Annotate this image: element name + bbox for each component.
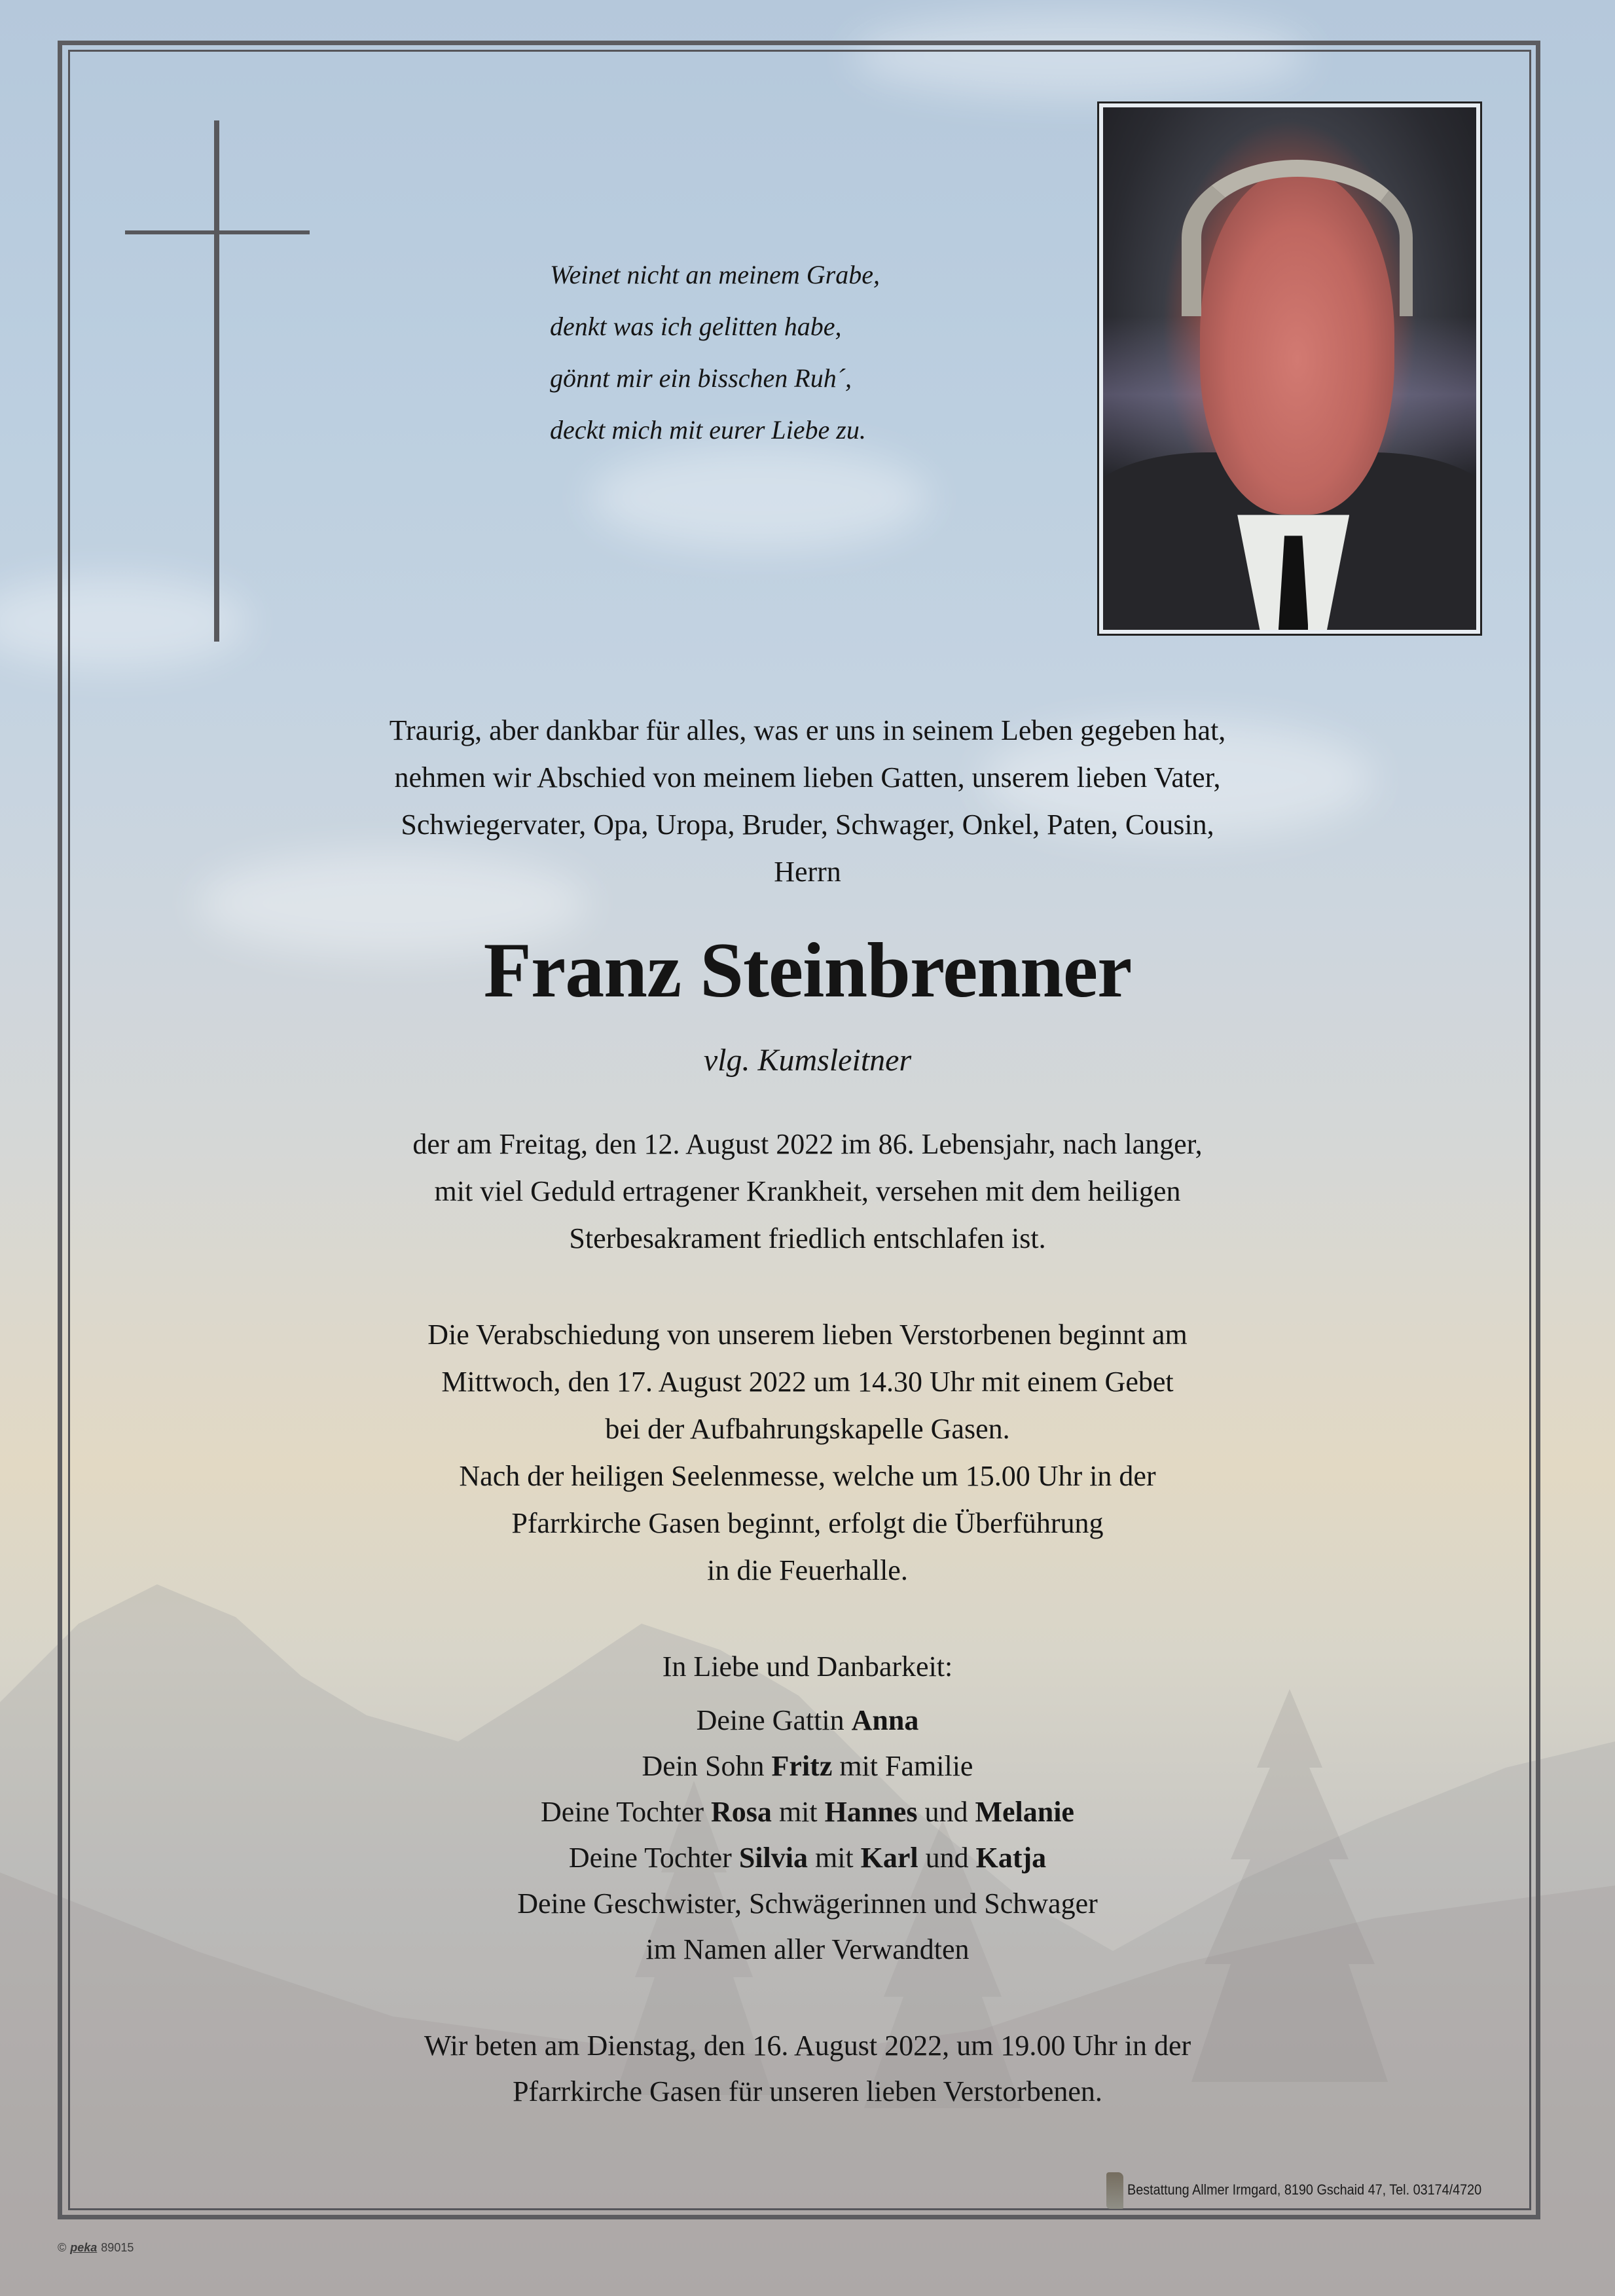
- family-member-line: [0, 1698, 1615, 1743]
- family-member-text: Deine Geschwister, Schwägerinnen und Schwager: [517, 1887, 1098, 1920]
- family-member-text: mit: [807, 1842, 861, 1874]
- ceremony-line: Mittwoch, den 17. August 2022 um 14.30 Uhr mit einem Gebet: [441, 1366, 1174, 1398]
- portrait-photo: [1103, 107, 1476, 630]
- deceased-nickname: vlg. Kumsleitner: [703, 1043, 912, 1078]
- family-member-name: Hannes: [824, 1796, 918, 1828]
- ceremony-line: Pfarrkirche Gasen beginnt, erfolgt die Überführung: [511, 1507, 1104, 1539]
- prayer-line: Wir beten am Dienstag, den 16. August 2022, um 19.00 Uhr in der: [424, 2030, 1191, 2062]
- poem-line: gönnt mir ein bisschen Ruh´,: [550, 363, 852, 393]
- deceased-name: Franz Steinbrenner: [483, 926, 1132, 1013]
- family-member-name: Melanie: [975, 1796, 1074, 1828]
- product-code: 89015: [101, 2241, 134, 2254]
- intro-line: nehmen wir Abschied von meinem lieben Gatten, unserem lieben Vater,: [394, 761, 1221, 793]
- family-title: In Liebe und Danbarkeit:: [662, 1650, 953, 1683]
- family-member-name: Fritz: [771, 1750, 833, 1782]
- ceremony-line: bei der Aufbahrungskapelle Gasen.: [605, 1413, 1010, 1445]
- death-notice-line: Sterbesakrament friedlich entschlafen ist.: [569, 1222, 1046, 1254]
- prayer-notice: [0, 2023, 1615, 2115]
- family-member-text: mit: [771, 1796, 825, 1828]
- intro-line: Herrn: [774, 856, 841, 888]
- copyright-symbol: ©: [58, 2241, 67, 2254]
- family-member-text: Dein Sohn: [642, 1750, 772, 1782]
- intro-line: Schwiegervater, Opa, Uropa, Bruder, Schwager, Onkel, Paten, Cousin,: [401, 809, 1214, 841]
- family-member-text: Deine Gattin: [696, 1704, 852, 1736]
- death-notice-line: mit viel Geduld ertragener Krankheit, versehen mit dem heiligen: [434, 1175, 1181, 1207]
- family-member-name: Anna: [851, 1704, 919, 1736]
- undertaker-logo-icon: [1106, 2172, 1123, 2209]
- cross-vertical-bar: [214, 120, 219, 642]
- ceremony-line: Die Verabschiedung von unserem lieben Verstorbenen beginnt am: [427, 1319, 1188, 1351]
- death-notice-line: der am Freitag, den 12. August 2022 im 86. Lebensjahr, nach langer,: [412, 1128, 1203, 1160]
- family-member-line: [0, 1789, 1615, 1835]
- family-member-line: [0, 1743, 1615, 1789]
- poem-line: Weinet nicht an meinem Grabe,: [550, 260, 880, 289]
- family-list: [0, 1698, 1615, 1973]
- publisher-brand: peka: [70, 2241, 98, 2254]
- ceremony-line: Nach der heiligen Seelenmesse, welche um 15.00 Uhr in der: [459, 1460, 1156, 1492]
- family-member-text: Deine Tochter: [568, 1842, 739, 1874]
- intro-line: Traurig, aber dankbar für alles, was er uns in seinem Leben gegeben hat,: [389, 714, 1226, 746]
- intro-text: [0, 707, 1615, 896]
- photo-hair: [1182, 160, 1413, 316]
- family-member-text: im Namen aller Verwandten: [645, 1933, 970, 1965]
- family-member-name: Katja: [975, 1842, 1047, 1874]
- family-member-name: Karl: [860, 1842, 918, 1874]
- undertaker-info: Bestattung Allmer Irmgard, 8190 Gschaid 47, Tel. 03174/4720: [1127, 2181, 1482, 2198]
- ceremony-line: in die Feuerhalle.: [707, 1554, 908, 1586]
- family-member-line: [0, 1835, 1615, 1881]
- family-member-line: [0, 1881, 1615, 1927]
- poem: [550, 249, 1008, 456]
- portrait-frame: [1097, 101, 1482, 636]
- family-member-text: mit Familie: [832, 1750, 973, 1782]
- family-member-line: [0, 1927, 1615, 1973]
- cross-horizontal-bar: [125, 230, 310, 234]
- family-member-name: Silvia: [738, 1842, 808, 1874]
- family-member-text: und: [918, 1842, 976, 1874]
- ceremony-details: [0, 1311, 1615, 1594]
- death-notice: [0, 1121, 1615, 1262]
- publisher-credit: [58, 2241, 134, 2255]
- prayer-line: Pfarrkirche Gasen für unseren lieben Verstorbenen.: [513, 2075, 1102, 2107]
- poem-line: denkt was ich gelitten habe,: [550, 312, 842, 341]
- family-member-text: Deine Tochter: [541, 1796, 712, 1828]
- poem-line: deckt mich mit eurer Liebe zu.: [550, 415, 866, 445]
- family-member-text: und: [917, 1796, 975, 1828]
- family-member-name: Rosa: [711, 1796, 772, 1828]
